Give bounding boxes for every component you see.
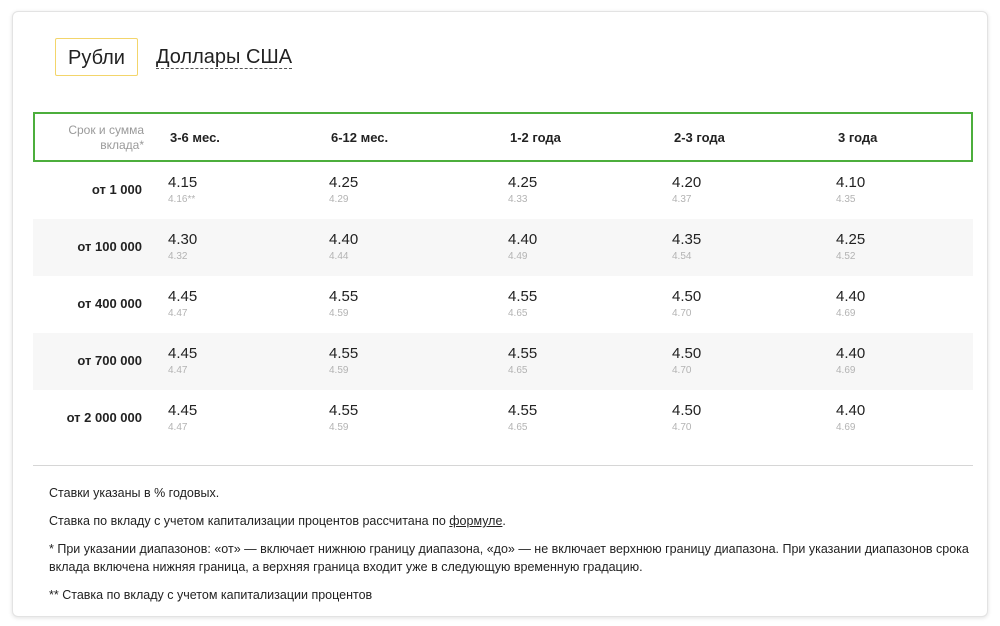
column-header: 6-12 мес. [331,130,389,145]
corner-label: Срок и сумма вклада* [68,123,144,152]
rate-value: 4.25 [836,231,866,248]
note-annual: Ставки указаны в % годовых. [49,486,220,500]
rate-cell [672,174,701,207]
effective-rate: 4.35 [836,194,856,205]
column-header: 3-6 мес. [170,130,220,145]
effective-rate: 4.70 [672,365,692,376]
rate-cell [672,288,701,321]
rate-cell [168,345,197,378]
rate-cell [168,288,197,321]
rate-cell [672,345,701,378]
table-row [33,390,973,447]
rate-value: 4.40 [836,345,866,362]
effective-rate: 4.32 [168,251,188,262]
effective-rate: 4.65 [508,365,528,376]
table-row [33,219,973,276]
notes [49,484,979,614]
rate-cell [672,231,701,264]
rate-cell [168,174,197,207]
rate-cell [329,402,358,435]
column-header: 1-2 года [510,130,561,145]
row-label: от 1 000 [91,182,142,197]
table-row [33,333,973,390]
rate-cell [508,174,537,207]
currency-tabs [55,38,292,76]
rate-cell [836,174,865,207]
rate-cell [672,402,701,435]
note-capitalization: ** Ставка по вкладу с учетом капитализации процентов [49,588,373,602]
effective-rate: 4.29 [329,194,349,205]
formula-link[interactable]: формуле [449,514,503,528]
effective-rate: 4.54 [672,251,692,262]
effective-rate: 4.52 [836,251,856,262]
row-label: от 400 000 [77,296,142,311]
rate-cell [508,345,537,378]
effective-rate: 4.59 [329,422,349,433]
rate-cell [508,402,537,435]
rate-value: 4.20 [672,174,702,191]
rate-cell [836,345,865,378]
rate-value: 4.55 [329,288,359,305]
effective-rate: 4.65 [508,308,528,319]
effective-rate: 4.47 [168,308,188,319]
note-formula: Ставка по вкладу с учетом капитализации процентов рассчитана по формуле. [49,514,506,528]
rate-value: 4.55 [329,345,359,362]
rate-value: 4.50 [672,288,702,305]
rate-cell [168,402,197,435]
rate-value: 4.15 [168,174,198,191]
column-header: 3 года [838,130,878,145]
rate-value: 4.45 [168,402,198,419]
effective-rate: 4.59 [329,365,349,376]
effective-rate: 4.47 [168,422,188,433]
effective-rate: 4.70 [672,422,692,433]
rate-cell [508,288,537,321]
rates-table [33,112,973,447]
effective-rate: 4.16** [168,194,196,205]
rate-cell [329,174,358,207]
rate-value: 4.40 [508,231,538,248]
rate-cell [329,345,358,378]
deposit-rates-card [12,11,988,617]
rate-value: 4.25 [329,174,359,191]
rate-cell [168,231,197,264]
rate-cell [836,402,865,435]
rate-value: 4.50 [672,345,702,362]
tab-rubles[interactable]: Рубли [55,38,138,76]
effective-rate: 4.33 [508,194,528,205]
rate-value: 4.55 [329,402,359,419]
effective-rate: 4.37 [672,194,692,205]
divider [33,465,973,466]
effective-rate: 4.44 [329,251,349,262]
note-ranges: * При указании диапазонов: «от» — включает нижнюю границу диапазона, «до» — не включает верхнюю границу диапазона. При указании диапазонов срока вклада включена нижняя граница, а верхняя граница входит уже в следующую временную градацию. [49,542,969,574]
table-header [33,112,973,162]
row-label: от 2 000 000 [66,410,142,425]
rate-cell [836,231,865,264]
table-row [33,162,973,219]
rate-value: 4.55 [508,288,538,305]
row-label: от 100 000 [77,239,142,254]
rate-value: 4.40 [836,288,866,305]
rate-value: 4.25 [508,174,538,191]
rate-value: 4.45 [168,288,198,305]
effective-rate: 4.69 [836,308,856,319]
effective-rate: 4.49 [508,251,528,262]
effective-rate: 4.70 [672,308,692,319]
rate-value: 4.45 [168,345,198,362]
rate-value: 4.30 [168,231,198,248]
rate-value: 4.40 [836,402,866,419]
rate-cell [329,288,358,321]
rate-value: 4.55 [508,402,538,419]
rate-value: 4.55 [508,345,538,362]
rate-value: 4.35 [672,231,702,248]
rate-value: 4.10 [836,174,866,191]
rate-value: 4.40 [329,231,359,248]
rate-value: 4.50 [672,402,702,419]
effective-rate: 4.69 [836,422,856,433]
column-header: 2-3 года [674,130,725,145]
rate-cell [508,231,537,264]
table-row [33,276,973,333]
effective-rate: 4.47 [168,365,188,376]
tab-usd[interactable]: Доллары США [155,45,293,68]
row-label: от 700 000 [77,353,142,368]
effective-rate: 4.69 [836,365,856,376]
rate-cell [836,288,865,321]
rate-cell [329,231,358,264]
effective-rate: 4.65 [508,422,528,433]
effective-rate: 4.59 [329,308,349,319]
